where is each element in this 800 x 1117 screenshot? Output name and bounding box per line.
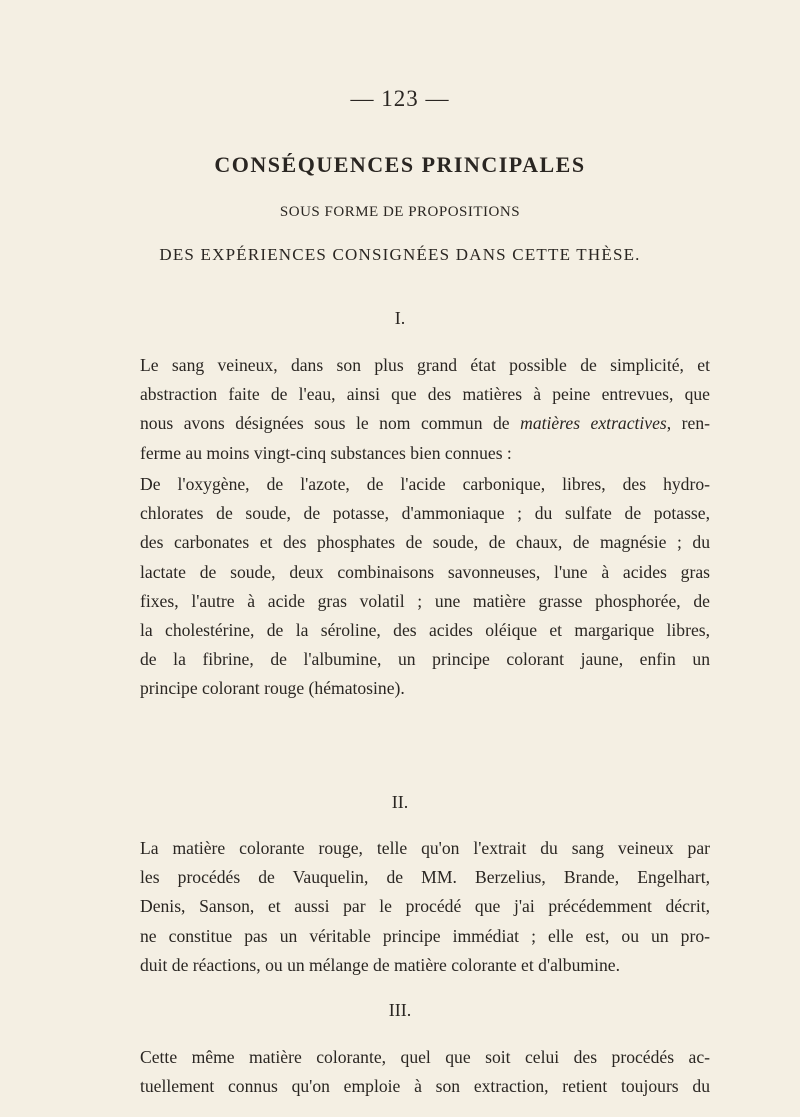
text-line: La matière colorante rouge, telle qu'on l'extrait du sang veineux par bbox=[140, 838, 710, 858]
section-numeral-2: II. bbox=[391, 792, 409, 812]
section-numeral-1: I. bbox=[394, 308, 406, 328]
text-line: chlorates de soude, de potasse, d'ammoniaque ; du sulfate de potasse, bbox=[140, 503, 710, 524]
text-line: lactate de soude, deux combinaisons savonneuses, l'une à acides gras bbox=[140, 561, 710, 582]
text-line: ferme au moins vingt-cinq substances bien connues : bbox=[140, 442, 512, 463]
italic-term: matières extractives bbox=[520, 413, 667, 434]
text-line: De l'oxygène, de l'azote, de l'acide carbonique, libres, des hydro- bbox=[140, 474, 710, 494]
text-line: duit de réactions, ou un mélange de matière colorante et d'albumine. bbox=[140, 954, 620, 975]
chapter-title: CONSÉQUENCES PRINCIPALES bbox=[214, 152, 586, 177]
subtitle-line-2: DES EXPÉRIENCES CONSIGNÉES DANS CETTE THÈSE. bbox=[159, 245, 641, 264]
text-line: nous avons désignées sous le nom commun de matières extractives, ren- bbox=[140, 413, 710, 434]
text-line: fixes, l'autre à acide gras volatil ; une matière grasse phosphorée, de bbox=[140, 590, 710, 611]
text-line: des carbonates et des phosphates de soude, de chaux, de magnésie ; du bbox=[140, 532, 710, 553]
subtitle-line-1: SOUS FORME DE PROPOSITIONS bbox=[279, 204, 521, 220]
section-3-paragraph-1 bbox=[140, 1043, 710, 1101]
text-line: de la fibrine, de l'albumine, un principe colorant jaune, enfin un bbox=[140, 649, 710, 670]
text-line: la cholestérine, de la séroline, des acides oléique et margarique libres, bbox=[140, 620, 710, 641]
text-line: abstraction faite de l'eau, ainsi que des matières à peine entrevues, que bbox=[140, 384, 710, 405]
text-line: les procédés de Vauquelin, de MM. Berzelius, Brande, Engelhart, bbox=[140, 867, 710, 888]
text-line: Denis, Sanson, et aussi par le procédé que j'ai précédemment décrit, bbox=[140, 896, 710, 917]
text-line: tuellement connus qu'on emploie à son extraction, retient toujours du bbox=[140, 1076, 710, 1097]
section-1-paragraph-1 bbox=[140, 351, 710, 468]
page-number: — 123 — bbox=[350, 86, 450, 111]
text-line: principe colorant rouge (hématosine). bbox=[140, 678, 405, 699]
section-1-paragraph-2 bbox=[140, 470, 710, 704]
text-line: ne constitue pas un véritable principe immédiat ; elle est, ou un pro- bbox=[140, 925, 710, 946]
text-line: Le sang veineux, dans son plus grand état possible de simplicité, et bbox=[140, 355, 710, 375]
section-numeral-3: III. bbox=[388, 1000, 412, 1020]
section-2-paragraph-1 bbox=[140, 834, 710, 980]
text-line: Cette même matière colorante, quel que soit celui des procédés ac- bbox=[140, 1047, 710, 1067]
